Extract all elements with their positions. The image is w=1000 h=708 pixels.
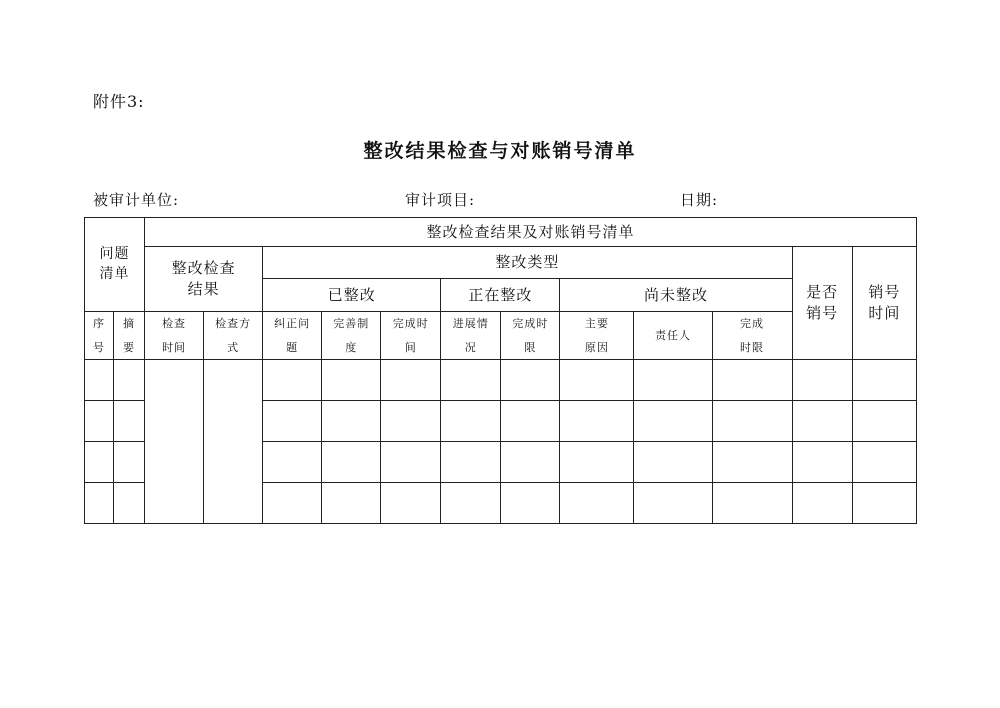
completion-time-header: 完成时 间 [381, 312, 441, 360]
table-cell[interactable] [114, 360, 145, 401]
closed-out-header: 是否 销号 [792, 247, 852, 360]
table-cell[interactable] [792, 360, 852, 401]
check-time-cell[interactable] [145, 360, 204, 524]
table-cell[interactable] [381, 401, 441, 442]
table-cell[interactable] [634, 483, 712, 524]
table-cell[interactable] [560, 483, 634, 524]
table-cell[interactable] [263, 442, 322, 483]
table-cell[interactable] [560, 442, 634, 483]
issue-list-header: 问题 清单 [85, 218, 145, 312]
table-cell[interactable] [501, 360, 560, 401]
table-cell[interactable] [560, 360, 634, 401]
attachment-label: 附件3: [93, 92, 145, 111]
table-cell[interactable] [441, 360, 501, 401]
table-cell[interactable] [501, 442, 560, 483]
table-cell[interactable] [85, 483, 114, 524]
table-cell[interactable] [634, 360, 712, 401]
table-cell[interactable] [792, 442, 852, 483]
table-cell[interactable] [712, 360, 792, 401]
seq-header: 序 号 [85, 312, 114, 360]
table-cell[interactable] [85, 401, 114, 442]
correct-issue-header: 纠正问 题 [263, 312, 322, 360]
table-cell[interactable] [322, 360, 381, 401]
table-cell[interactable] [501, 483, 560, 524]
table-cell[interactable] [792, 401, 852, 442]
table-cell[interactable] [501, 401, 560, 442]
main-reason-header: 主要 原因 [560, 312, 634, 360]
table-row [85, 360, 917, 401]
table-cell[interactable] [712, 442, 792, 483]
in-progress-header: 正在整改 [441, 279, 560, 312]
responsible-header: 责任人 [634, 312, 712, 360]
not-rectified-header: 尚未整改 [560, 279, 792, 312]
improve-system-header: 完善制 度 [322, 312, 381, 360]
progress-header: 进展情 况 [441, 312, 501, 360]
rectified-header: 已整改 [263, 279, 441, 312]
inspection-result-header: 整改检查 结果 [145, 247, 263, 312]
table-cell[interactable] [792, 483, 852, 524]
table-cell[interactable] [634, 442, 712, 483]
table-cell[interactable] [114, 442, 145, 483]
table-cell[interactable] [381, 360, 441, 401]
table-cell[interactable] [852, 442, 916, 483]
document-title: 整改结果检查与对账销号清单 [363, 140, 637, 162]
check-time-header: 检查 时间 [145, 312, 204, 360]
table-cell[interactable] [322, 483, 381, 524]
table-cell[interactable] [852, 483, 916, 524]
date-label: 日期: [680, 191, 719, 209]
auditee-label: 被审计单位: [93, 191, 180, 209]
table-cell[interactable] [712, 483, 792, 524]
table-cell[interactable] [114, 401, 145, 442]
main-header: 整改检查结果及对账销号清单 [145, 218, 917, 247]
table-cell[interactable] [852, 401, 916, 442]
rectification-ledger-table [84, 217, 917, 524]
deadline-header: 完成时 限 [501, 312, 560, 360]
table-cell[interactable] [85, 442, 114, 483]
table-cell[interactable] [114, 483, 145, 524]
rectification-type-header: 整改类型 [263, 247, 792, 279]
table-cell[interactable] [85, 360, 114, 401]
check-method-header: 检查方 式 [204, 312, 263, 360]
table-cell[interactable] [322, 442, 381, 483]
table-cell[interactable] [263, 483, 322, 524]
table-cell[interactable] [441, 401, 501, 442]
table-cell[interactable] [381, 442, 441, 483]
table-cell[interactable] [322, 401, 381, 442]
check-method-cell[interactable] [204, 360, 263, 524]
table-cell[interactable] [560, 401, 634, 442]
table-cell[interactable] [381, 483, 441, 524]
table-cell[interactable] [712, 401, 792, 442]
table-cell[interactable] [441, 442, 501, 483]
table-cell[interactable] [263, 401, 322, 442]
table-cell[interactable] [263, 360, 322, 401]
summary-header: 摘 要 [114, 312, 145, 360]
audit-project-label: 审计项目: [405, 191, 476, 209]
table-cell[interactable] [852, 360, 916, 401]
table-cell[interactable] [441, 483, 501, 524]
close-out-time-header: 销号 时间 [852, 247, 916, 360]
table-cell[interactable] [634, 401, 712, 442]
completion-limit-header: 完成 时限 [712, 312, 792, 360]
